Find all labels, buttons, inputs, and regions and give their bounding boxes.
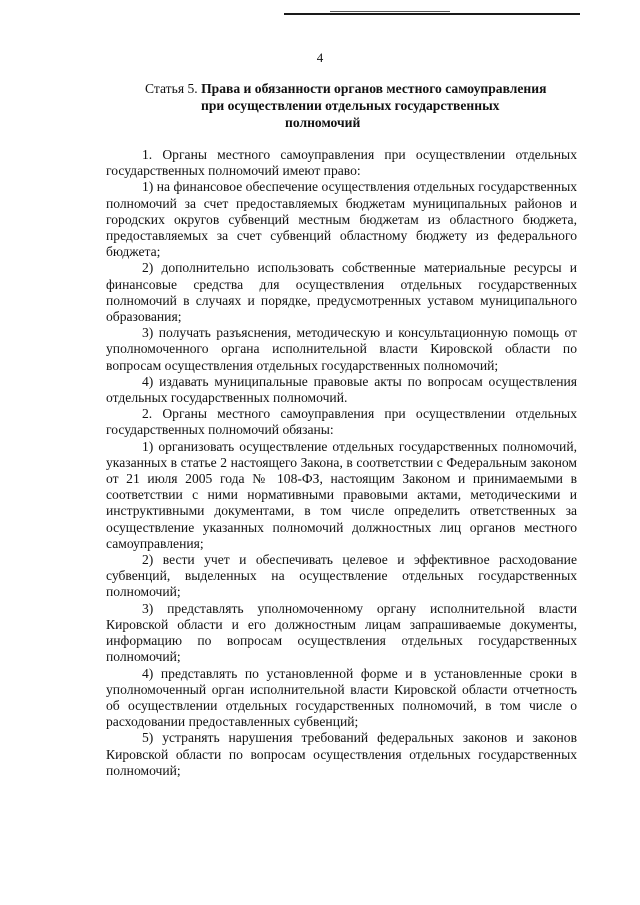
- paragraph: 2) вести учет и обеспечивать целевое и эффективное расходование субвенций, выделенных на осуществление отдельных государственных полномочий;: [106, 552, 577, 600]
- article-title-line2: при осуществлении отдельных государственных: [201, 98, 500, 113]
- paragraph: 1) организовать осуществление отдельных государственных полномочий, указанных в статье 2 настоящего Закона, в соответствии с Федеральным законом от 21 июля 2005 года № 108-ФЗ, настоящим Законом и принимаемыми в соответствии с ними нормативными правовыми актами, методическими и инструктивными документами, в том числе определить ответственных за осуществление указанных полномочий должностных лиц органов местного самоуправления;: [106, 438, 577, 551]
- paragraph: 5) устранять нарушения требований федеральных законов и законов Кировской области по вопросам осуществления отдельных государственных полномочий;: [106, 730, 577, 778]
- article-heading: [145, 80, 585, 131]
- paragraph: 3) получать разъяснения, методическую и консультационную помощь от уполномоченного органа исполнительной власти Кировской области по вопросам осуществления отдельных государственных полномочий;: [106, 325, 577, 373]
- article-title-line1: Права и обязанности органов местного самоуправления: [201, 81, 547, 96]
- top-rule-thin: [330, 11, 450, 12]
- paragraph: 1) на финансовое обеспечение осуществления отдельных государственных полномочий за счет предоставляемых бюджетам муниципальных районов и городских округов субвенций местным бюджетам из областного бюджета, предоставляемых за счет субвенций областному бюджету из федерального бюджета;: [106, 179, 577, 260]
- paragraph: 2. Органы местного самоуправления при осуществлении отдельных государственных полномочий обязаны:: [106, 406, 577, 438]
- top-rule: [284, 13, 580, 15]
- paragraph: 3) представлять уполномоченному органу исполнительной власти Кировской области и его должностным лицам запрашиваемые документы, информацию по вопросам осуществления отдельных государственных полномочий;: [106, 600, 577, 665]
- page-number: 4: [316, 50, 324, 65]
- article-body: [106, 147, 577, 779]
- paragraph: 1. Органы местного самоуправления при осуществлении отдельных государственных полномочий имеют право:: [106, 147, 577, 179]
- paragraph: 2) дополнительно использовать собственные материальные ресурсы и финансовые средства для осуществления отдельных государственных полномочий в случаях и порядке, предусмотренных уставом муниципального образования;: [106, 260, 577, 325]
- article-number: Статья 5.: [145, 81, 198, 96]
- paragraph: 4) представлять по установленной форме и в установленные сроки в уполномоченный орган исполнительной власти Кировской области отчетность об осуществлении отдельных государственных полномочий, в том числе о расходовании предоставленных субвенций;: [106, 665, 577, 730]
- article-title-line3: полномочий: [285, 115, 361, 130]
- paragraph: 4) издавать муниципальные правовые акты по вопросам осуществления отдельных государственных полномочий.: [106, 373, 577, 406]
